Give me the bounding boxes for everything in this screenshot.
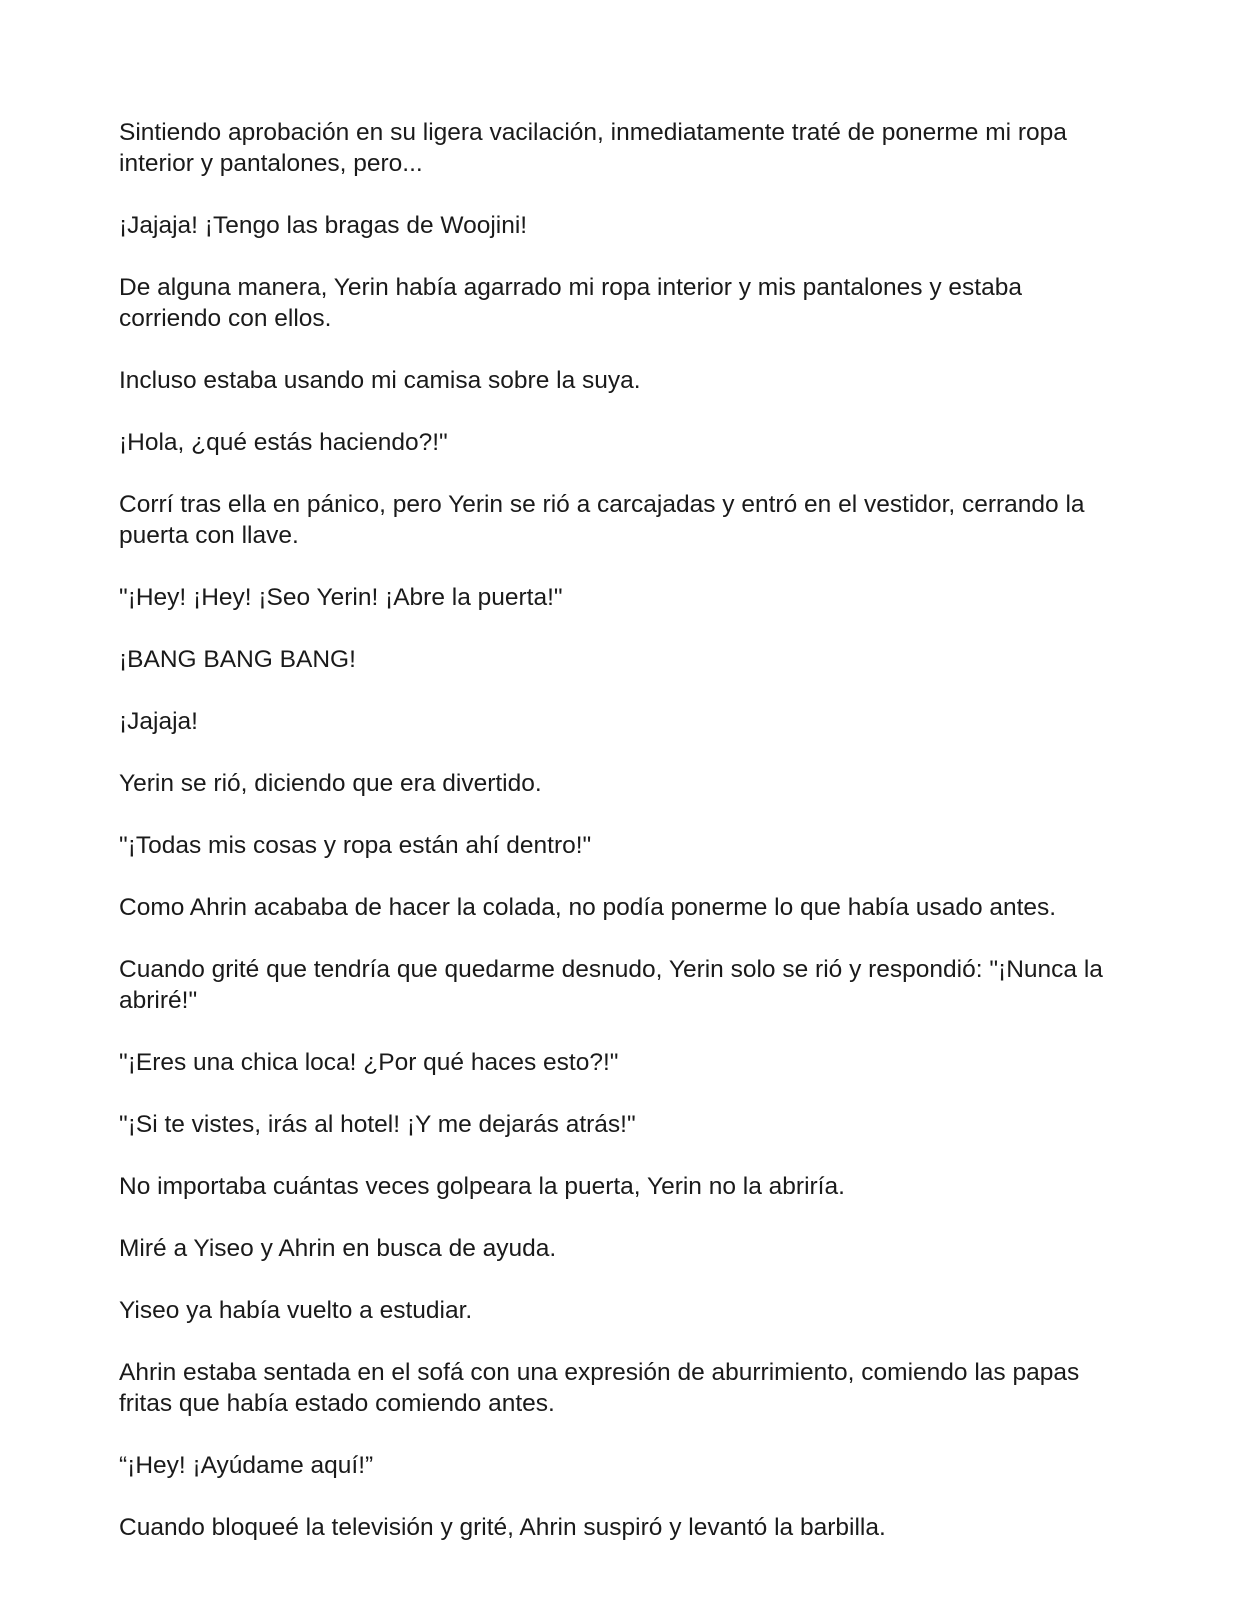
paragraph: Yiseo ya había vuelto a estudiar. <box>119 1297 473 1324</box>
document-body <box>119 117 1129 1543</box>
paragraph: “¡Hey! ¡Ayúdame aquí!” <box>119 1452 374 1479</box>
paragraph: ¡Jajaja! <box>119 708 198 735</box>
paragraph: De alguna manera, Yerin había agarrado mi ropa interior y mis pantalones y estaba corriendo con ellos. <box>119 274 1022 332</box>
paragraph: ¡Hola, ¿qué estás haciendo?!" <box>119 429 448 456</box>
paragraph: Cuando bloqueé la televisión y grité, Ahrin suspiró y levantó la barbilla. <box>119 1514 886 1541</box>
paragraph: Corrí tras ella en pánico, pero Yerin se rió a carcajadas y entró en el vestidor, cerrando la puerta con llave. <box>119 491 1085 549</box>
paragraph: Como Ahrin acababa de hacer la colada, no podía ponerme lo que había usado antes. <box>119 894 1057 921</box>
paragraph: "¡Eres una chica loca! ¿Por qué haces esto?!" <box>119 1049 619 1076</box>
paragraph: Sintiendo aprobación en su ligera vacilación, inmediatamente traté de ponerme mi ropa interior y pantalones, pero... <box>119 119 1067 177</box>
paragraph: Ahrin estaba sentada en el sofá con una expresión de aburrimiento, comiendo las papas fritas que había estado comiendo antes. <box>119 1359 1080 1417</box>
paragraph: No importaba cuántas veces golpeara la puerta, Yerin no la abriría. <box>119 1173 845 1200</box>
paragraph: Miré a Yiseo y Ahrin en busca de ayuda. <box>119 1235 557 1262</box>
paragraph: "¡Todas mis cosas y ropa están ahí dentro!" <box>119 832 592 859</box>
paragraph: ¡BANG BANG BANG! <box>119 646 356 673</box>
paragraph: Incluso estaba usando mi camisa sobre la suya. <box>119 367 641 394</box>
paragraph: "¡Hey! ¡Hey! ¡Seo Yerin! ¡Abre la puerta!" <box>119 584 563 611</box>
paragraph: Cuando grité que tendría que quedarme desnudo, Yerin solo se rió y respondió: "¡Nunca la abriré!" <box>119 956 1103 1014</box>
paragraph: Yerin se rió, diciendo que era divertido. <box>119 770 542 797</box>
paragraph: ¡Jajaja! ¡Tengo las bragas de Woojini! <box>119 212 528 239</box>
paragraph: "¡Si te vistes, irás al hotel! ¡Y me dejarás atrás!" <box>119 1111 636 1138</box>
